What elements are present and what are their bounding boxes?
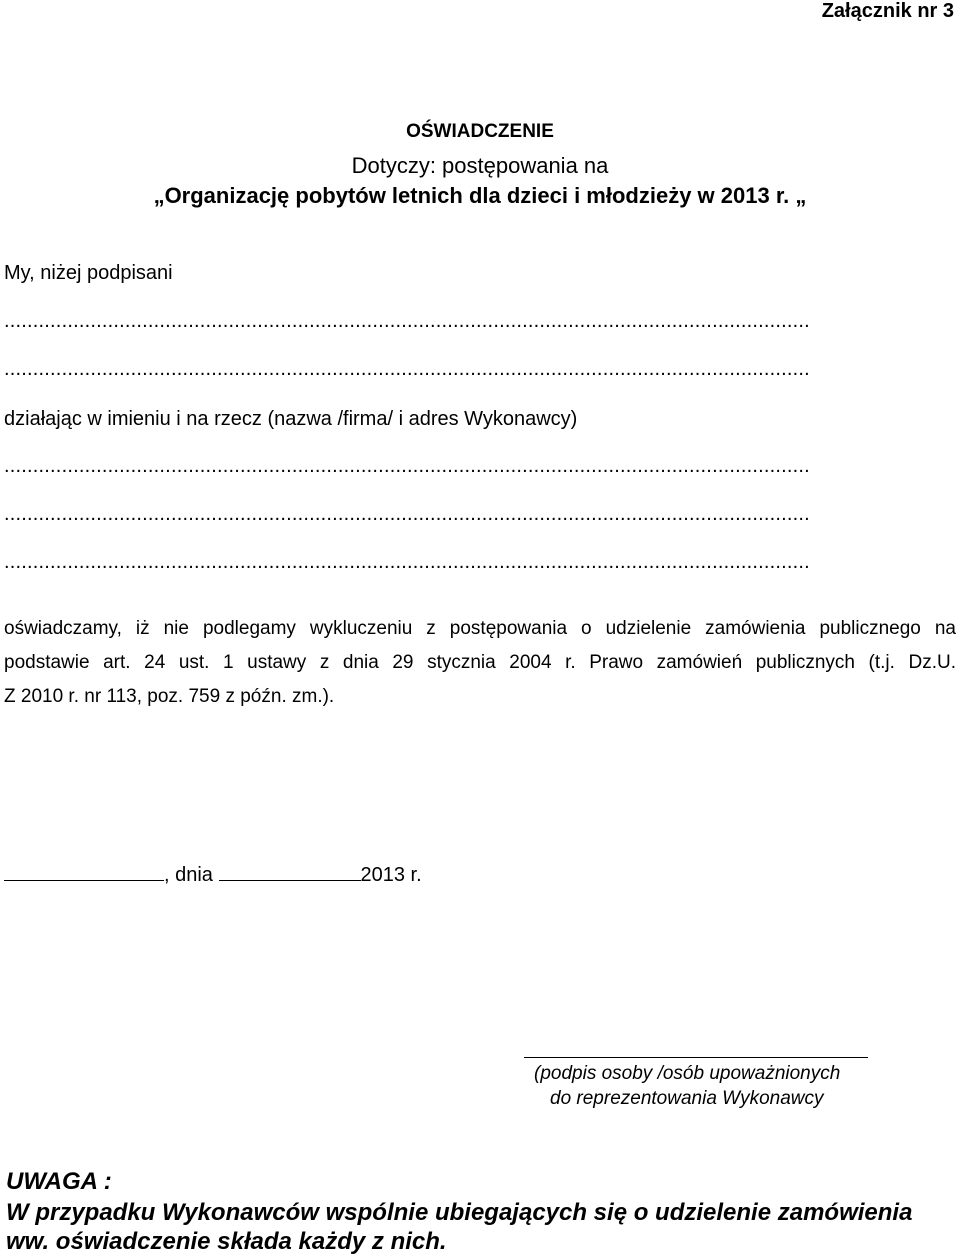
note-label: UWAGA : xyxy=(6,1168,112,1195)
concern-line: Dotyczy: postępowania na xyxy=(351,153,609,178)
place-date-line xyxy=(4,862,422,887)
contractor-dotted-line-2: ............................................................................................................................................ xyxy=(4,503,810,525)
place-blank xyxy=(4,862,164,881)
contractor-dotted-line-1: ............................................................................................................................................ xyxy=(4,455,810,477)
contractor-label: działając w imieniu i na rzecz (nazwa /firma/ i adres Wykonawcy) xyxy=(4,408,578,430)
signatories-label: My, niżej podpisani xyxy=(4,262,173,284)
document-title: OŚWIADCZENIE xyxy=(406,121,554,142)
date-dnia-label: , dnia xyxy=(164,864,213,886)
date-blank xyxy=(219,862,361,881)
declaration-paragraph xyxy=(4,612,956,714)
declaration-line-3: Z 2010 r. nr 113, poz. 759 z późn. zm.). xyxy=(4,686,335,707)
declaration-line-2: podstawie art. 24 ust. 1 ustawy z dnia 29 stycznia 2004 r. Prawo zamówień publicznych (t.j. Dz.U. xyxy=(4,652,956,673)
signature-caption-line-1: (podpis osoby /osób upoważnionych xyxy=(534,1063,841,1084)
signatories-dotted-line-1: ............................................................................................................................................ xyxy=(4,310,810,332)
declaration-line-1: oświadczamy, iż nie podlegamy wykluczeniu z postępowania o udzielenie zamówienia publicznego na xyxy=(4,618,956,639)
note-line-1: W przypadku Wykonawców wspólnie ubiegających się o udzielenie zamówienia xyxy=(6,1199,913,1226)
attachment-label: Załącznik nr 3 xyxy=(821,0,954,22)
contractor-dotted-line-3: ............................................................................................................................................ xyxy=(4,551,810,573)
signature-line xyxy=(524,1057,868,1058)
note-line-2: ww. oświadczenie składa każdy z nich. xyxy=(6,1228,447,1255)
signatories-dotted-line-2: ............................................................................................................................................ xyxy=(4,358,810,380)
date-year: 2013 r. xyxy=(360,864,422,886)
signature-caption-line-2: do reprezentowania Wykonawcy xyxy=(550,1088,824,1109)
procurement-subject: „Organizację pobytów letnich dla dzieci i młodzieży w 2013 r. „ xyxy=(153,183,807,208)
